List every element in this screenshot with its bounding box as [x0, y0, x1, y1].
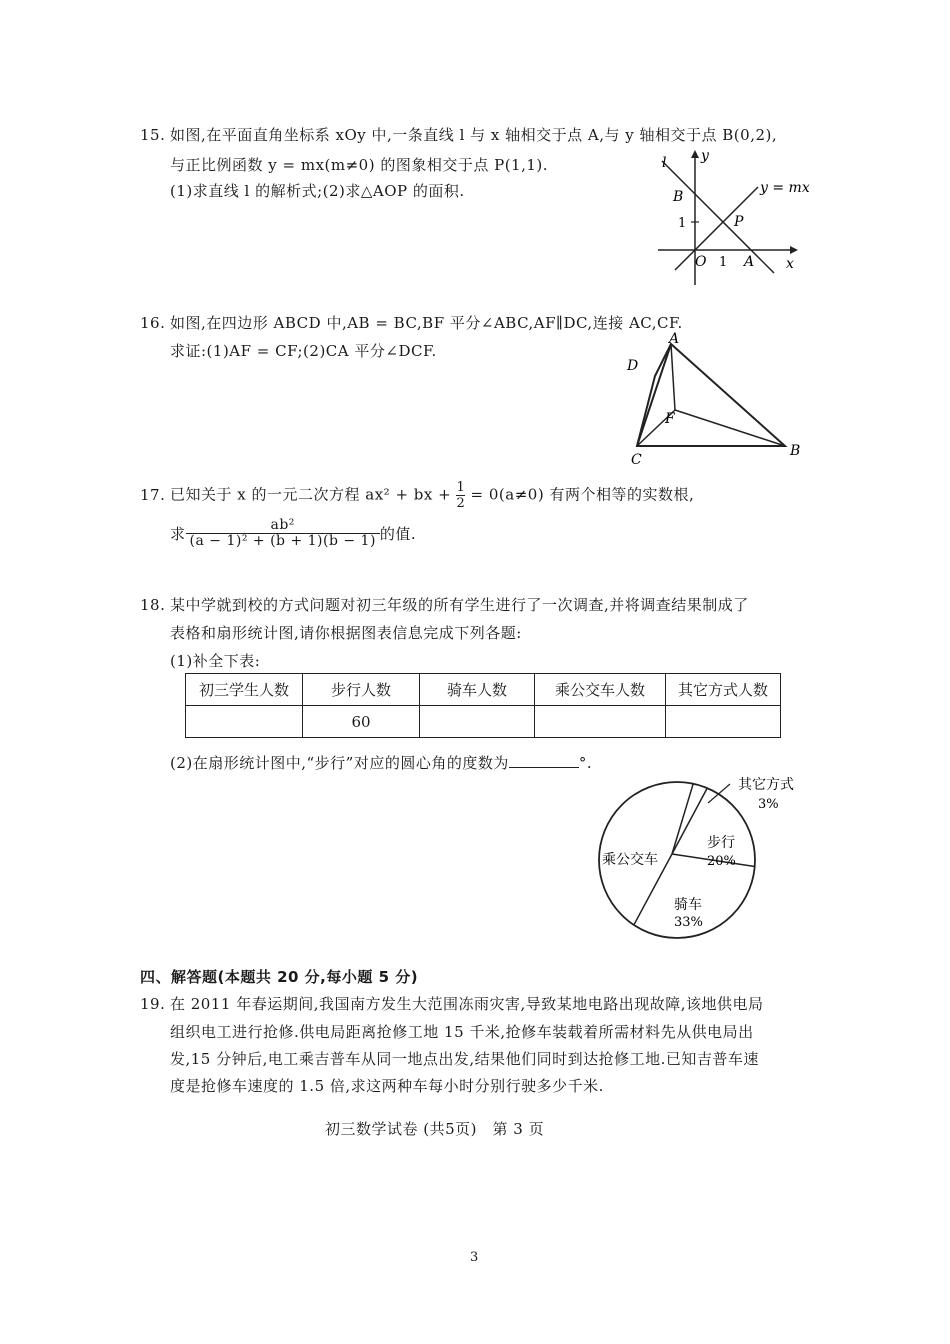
label-1x: 1 [719, 255, 728, 270]
label-B: B [673, 189, 684, 205]
answer-blank[interactable] [509, 767, 579, 768]
q18-part2-text: (2)在扇形统计图中,“步行”对应的圆心角的度数为 [170, 754, 509, 772]
segment-BF [675, 410, 785, 446]
q19-number: 19. [140, 995, 166, 1013]
survey-table [185, 673, 781, 738]
frac-num: 1 [456, 480, 466, 495]
segment-AF [671, 344, 675, 410]
q15-figure [640, 140, 820, 290]
q17-ask-pre: 求 [170, 525, 186, 543]
y-axis-arrow-icon [691, 150, 699, 158]
table-header: 骑车人数 [420, 674, 535, 706]
q16-figure [615, 330, 815, 475]
q17-text-post: = 0(a≠0) 有两个相等的实数根, [470, 485, 695, 504]
q19-text1: 在 2011 年春运期间,我国南方发生大范围冻雨灾害,导致某地电路出现故障,该地供电局 [170, 995, 764, 1013]
label-B16: B [790, 443, 801, 459]
q18-part2 [170, 752, 592, 773]
label-x: x [786, 256, 794, 272]
label-l: l [662, 155, 667, 171]
label-D16: D [627, 358, 639, 374]
q15-line3: (1)求直线 l 的解析式;(2)求△AOP 的面积. [170, 182, 465, 200]
q17-number: 17. [140, 485, 166, 504]
table-header: 乘公交车人数 [535, 674, 666, 706]
q19-line3: 发,15 分钟后,电工乘吉普车从同一地点出发,结果他们同时到达抢修工地.已知吉普车速 [170, 1050, 759, 1068]
q18-line2: 表格和扇形统计图,请你根据图表信息完成下列各题: [170, 624, 522, 642]
quad-ABCD [637, 344, 785, 446]
label-A: A [744, 254, 755, 270]
q19-line4: 度是抢修车速度的 1.5 倍,求这两种车每小时分别行驶多少千米. [170, 1077, 604, 1095]
footer-label: 初三数学试卷 (共5页) 第 3 页 [325, 1120, 545, 1138]
label-F16: F [665, 411, 675, 427]
pie-label-walk: 步行 [707, 835, 735, 851]
table-header-row [186, 674, 781, 706]
q16-line2: 求证:(1)AF = CF;(2)CA 平分∠DCF. [170, 342, 437, 360]
q18-number: 18. [140, 596, 166, 614]
q17-ask-post: 的值. [379, 525, 417, 543]
table-cell-other[interactable] [666, 706, 781, 738]
table-header: 初三学生人数 [186, 674, 303, 706]
q18-part1: (1)补全下表: [170, 652, 261, 670]
label-1y: 1 [678, 216, 687, 231]
page-number: 3 [470, 1250, 479, 1265]
q17-expression [186, 518, 380, 549]
x-axis-arrow-icon [790, 246, 798, 254]
pie-value-other: 3% [758, 797, 779, 812]
expr-num: ab² [270, 517, 295, 533]
pie-label-other: 其它方式 [738, 777, 794, 793]
q15-line2: 与正比例函数 y = mx(m≠0) 的图象相交于点 P(1,1). [170, 156, 549, 174]
q15-text1: 如图,在平面直角坐标系 xOy 中,一条直线 l 与 x 轴相交于点 A,与 y 轴相交于点 B(0,2), [170, 126, 778, 144]
frac-den: 2 [456, 496, 466, 511]
label-y: y [701, 148, 709, 164]
section4-title: 四、解答题(本题共 20 分,每小题 5 分) [140, 968, 419, 986]
q15-number: 15. [140, 126, 166, 144]
table-cell-bike[interactable] [420, 706, 535, 738]
pie-value-bike: 33% [674, 915, 703, 930]
q17-fraction-half [456, 480, 465, 511]
q19-line2: 组织电工进行抢修.供电局距离抢修工地 15 千米,抢修车装载着所需材料先从供电局出 [170, 1023, 754, 1041]
label-O: O [695, 254, 707, 270]
q17-line1 [140, 480, 694, 511]
label-A16: A [669, 331, 680, 347]
q18-part2-degree: °. [578, 754, 593, 772]
expr-den: (a − 1)² + (b + 1)(b − 1) [186, 533, 380, 549]
q17-text-pre: 已知关于 x 的一元二次方程 ax² + bx + [170, 485, 452, 504]
table-cell-bus[interactable] [535, 706, 666, 738]
q16-text1: 如图,在四边形 ABCD 中,AB = BC,BF 平分∠ABC,AF∥DC,连接 AC,CF. [170, 314, 683, 332]
q18-text1: 某中学就到校的方式问题对初三年级的所有学生进行了一次调查,并将调查结果制成了 [170, 596, 749, 614]
pie-label-bus: 乘公交车 [602, 852, 658, 868]
pie-label-bike: 骑车 [674, 897, 702, 913]
pie-value-walk: 20% [707, 854, 736, 869]
q18-line1 [140, 594, 749, 615]
table-header: 步行人数 [303, 674, 420, 706]
table-row [186, 706, 781, 738]
label-ymx: y = mx [760, 180, 810, 196]
table-cell-total[interactable] [186, 706, 303, 738]
q16-line1 [140, 312, 683, 333]
table-cell-walk: 60 [303, 706, 420, 738]
q19-line1 [140, 993, 764, 1014]
label-C16: C [631, 452, 642, 468]
pie-chart [590, 770, 820, 950]
q16-number: 16. [140, 314, 166, 332]
table-header: 其它方式人数 [666, 674, 781, 706]
label-P: P [734, 214, 744, 230]
q17-line2 [170, 518, 416, 549]
